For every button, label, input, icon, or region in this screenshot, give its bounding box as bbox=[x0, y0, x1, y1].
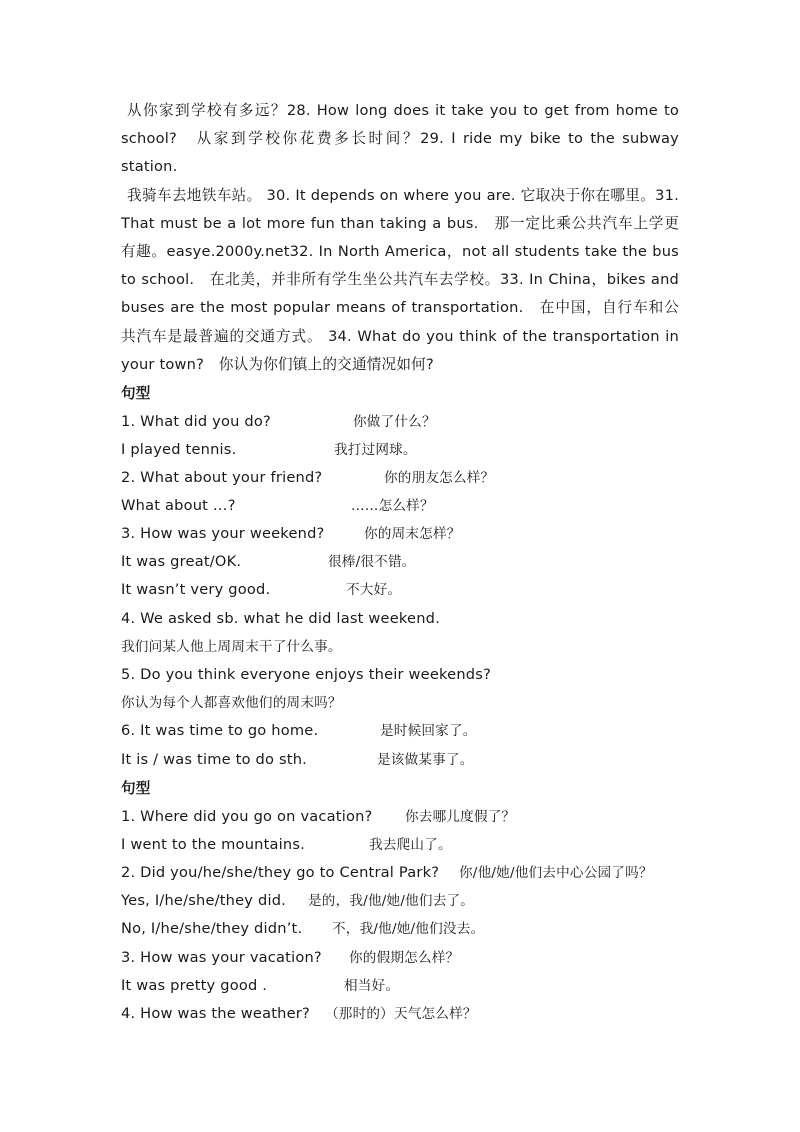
sentence-zh: 相当好。 bbox=[344, 978, 400, 994]
sentence-en: I went to the mountains. bbox=[121, 836, 306, 853]
sentence-line bbox=[121, 492, 434, 520]
sentence-zh: 你/他/她/他们去中心公园了吗？ bbox=[459, 865, 653, 881]
sentence-zh: （那时的）天气怎么样？ bbox=[325, 1006, 477, 1022]
sentence-en: It was pretty good . bbox=[121, 977, 268, 994]
sentence-line bbox=[121, 548, 416, 576]
intro-paragraph bbox=[121, 97, 679, 379]
sentence-zh: 你做了什么？ bbox=[353, 414, 436, 430]
sentence-line bbox=[121, 689, 342, 717]
sentence-zh: 你的假期怎么样？ bbox=[349, 950, 460, 966]
sentence-zh: 不，我/他/她/他们没去。 bbox=[332, 921, 485, 937]
sentence-line bbox=[121, 803, 516, 831]
sentence-line bbox=[121, 661, 491, 689]
sentence-en: I played tennis. bbox=[121, 441, 237, 458]
sentence-line bbox=[121, 520, 461, 548]
sentence-en: It was great/OK. bbox=[121, 553, 242, 570]
sentence-en: What about …? bbox=[121, 497, 236, 514]
sentence-en: 4. How was the weather? bbox=[121, 1005, 310, 1022]
sentence-line bbox=[121, 576, 402, 604]
sentence-line bbox=[121, 1000, 477, 1028]
sentence-zh: ……怎么样？ bbox=[351, 498, 434, 514]
sentence-en: 4. We asked sb. what he did last weekend. bbox=[121, 610, 440, 627]
sentence-line bbox=[121, 746, 474, 774]
section-2-heading: 句型 bbox=[121, 780, 151, 797]
sentence-line bbox=[121, 605, 440, 633]
intro-paragraph-1: 从你家到学校有多远？28. How long does it take you to get from home to school? 从家到学校你花费多长时间？29. I ride my bike to the subway station. bbox=[121, 102, 679, 176]
sentence-line bbox=[121, 408, 436, 436]
sentence-en: 1. Where did you go on vacation? bbox=[121, 808, 373, 825]
sentence-zh: 你去哪儿度假了？ bbox=[405, 809, 516, 825]
sentence-en: 3. How was your weekend? bbox=[121, 525, 325, 542]
sentence-en: 6. It was time to go home. bbox=[121, 722, 319, 739]
sentence-line bbox=[121, 972, 400, 1000]
sentence-line bbox=[121, 464, 495, 492]
sentence-en: It wasn’t very good. bbox=[121, 581, 271, 598]
sentence-zh: 是该做某事了。 bbox=[377, 752, 474, 768]
sentence-zh: 你的朋友怎么样？ bbox=[384, 470, 495, 486]
sentence-zh: 我去爬山了。 bbox=[369, 837, 452, 853]
sentence-zh: 很棒/很不错。 bbox=[328, 554, 416, 570]
sentence-en: 5. Do you think everyone enjoys their weekends? bbox=[121, 666, 492, 683]
sentence-line bbox=[121, 633, 342, 661]
sentence-zh: 是的，我/他/她/他们去了。 bbox=[308, 893, 475, 909]
sentence-line bbox=[121, 887, 475, 915]
sentence-en: No, I/he/she/they didn’t. bbox=[121, 920, 303, 937]
sentence-zh: 你的周末怎样？ bbox=[364, 526, 461, 542]
sentence-zh: 你认为每个人都喜欢他们的周末吗？ bbox=[121, 695, 342, 711]
sentence-line bbox=[121, 915, 485, 943]
sentence-line bbox=[121, 717, 477, 745]
sentence-zh: 是时候回家了。 bbox=[380, 723, 477, 739]
sentence-en: 2. What about your friend? bbox=[121, 469, 323, 486]
sentence-en: 1. What did you do? bbox=[121, 413, 271, 430]
section-1-heading: 句型 bbox=[121, 385, 151, 402]
sentence-line bbox=[121, 831, 452, 859]
sentence-zh: 我打过网球。 bbox=[334, 442, 417, 458]
sentence-line bbox=[121, 944, 460, 972]
intro-paragraph-2: 我骑车去地铁车站。 30. It depends on where you are. 它取决于你在哪里。31. That must be a lot more fun than taking a bus. 那一定比乘公共汽车上学更有趣。easye.2000y.net32. In North America，not all students take the bus to school. 在北美，并非所有学生坐公共汽车去学校。33. In China，bikes and buses are the most popular means of transportation. 在中国，自行车和公共汽车是最普遍的交通方式。 34. What do you think of the transportation in your town? 你认为你们镇上的交通情况如何? bbox=[121, 186, 679, 373]
sentence-zh: 不大好。 bbox=[346, 582, 402, 598]
sentence-line bbox=[121, 436, 417, 464]
sentence-zh: 我们问某人他上周周末干了什么事。 bbox=[121, 639, 342, 655]
sentence-en: Yes, I/he/she/they did. bbox=[121, 892, 286, 909]
sentence-en: 3. How was your vacation? bbox=[121, 949, 322, 966]
sentence-en: 2. Did you/he/she/they go to Central Park? bbox=[121, 864, 440, 881]
sentence-en: It is / was time to do sth. bbox=[121, 751, 307, 768]
sentence-line bbox=[121, 859, 653, 887]
